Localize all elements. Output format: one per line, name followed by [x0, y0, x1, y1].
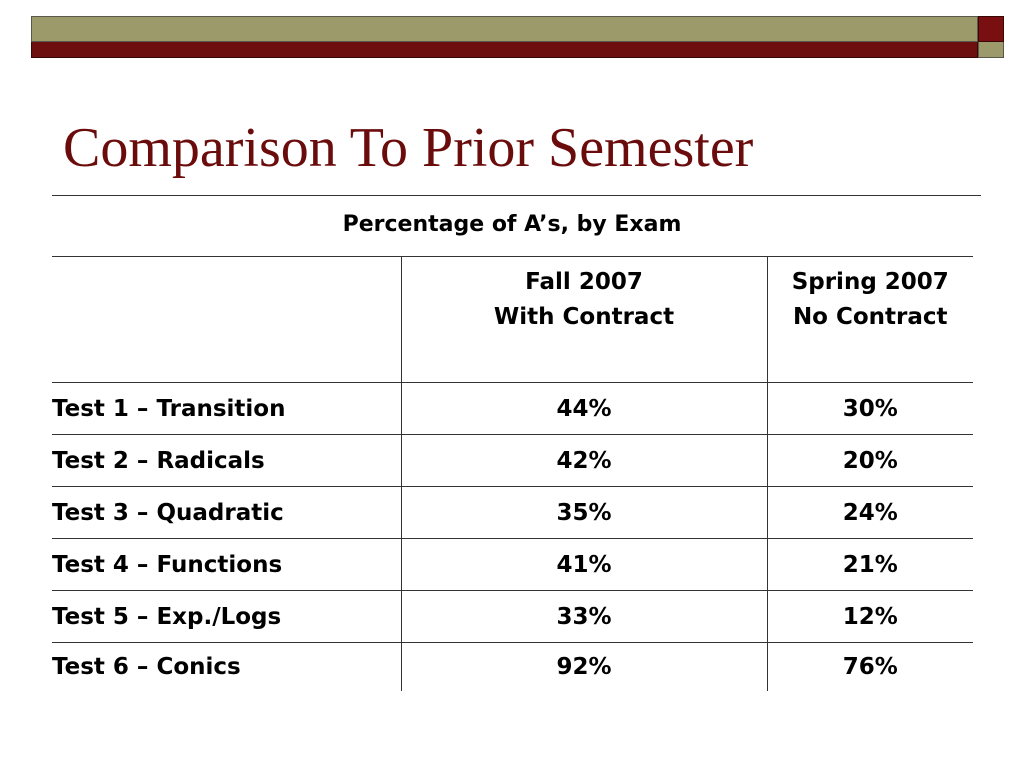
- row-label: Test 2 – Radicals: [52, 435, 401, 487]
- fall-value: 41%: [401, 539, 767, 591]
- results-table: [52, 256, 973, 691]
- table-row: [52, 435, 973, 487]
- table-row: [52, 487, 973, 539]
- header-empty-cell: [52, 257, 401, 383]
- spring-value: 76%: [767, 643, 973, 692]
- row-label: Test 5 – Exp./Logs: [52, 591, 401, 643]
- table-row: [52, 591, 973, 643]
- slide-title: Comparison To Prior Semester: [63, 117, 754, 179]
- table-header-row: [52, 257, 973, 383]
- fall-value: 44%: [401, 383, 767, 435]
- column-header-fall: [401, 257, 767, 383]
- title-divider: [52, 195, 981, 196]
- fall-value: 33%: [401, 591, 767, 643]
- column-header-spring-line2: No Contract: [792, 304, 948, 330]
- fall-value: 92%: [401, 643, 767, 692]
- spring-value: 12%: [767, 591, 973, 643]
- header-bar-maroon: [31, 42, 978, 58]
- table-caption: Percentage of A’s, by Exam: [342, 212, 682, 237]
- table-row: [52, 383, 973, 435]
- fall-value: 35%: [401, 487, 767, 539]
- fall-value: 42%: [401, 435, 767, 487]
- row-label: Test 3 – Quadratic: [52, 487, 401, 539]
- column-header-fall-line2: With Contract: [493, 304, 675, 330]
- row-label: Test 6 – Conics: [52, 643, 401, 692]
- spring-value: 20%: [767, 435, 973, 487]
- spring-value: 21%: [767, 539, 973, 591]
- table-row: [52, 643, 973, 692]
- column-header-spring: [767, 257, 973, 383]
- header-bar-olive: [31, 16, 978, 42]
- header-square-maroon: [978, 16, 1004, 42]
- table-row: [52, 539, 973, 591]
- header-square-olive: [978, 42, 1004, 58]
- spring-value: 30%: [767, 383, 973, 435]
- spring-value: 24%: [767, 487, 973, 539]
- row-label: Test 1 – Transition: [52, 383, 401, 435]
- column-header-fall-line1: Fall 2007: [525, 269, 643, 295]
- row-label: Test 4 – Functions: [52, 539, 401, 591]
- column-header-spring-line1: Spring 2007: [791, 269, 949, 295]
